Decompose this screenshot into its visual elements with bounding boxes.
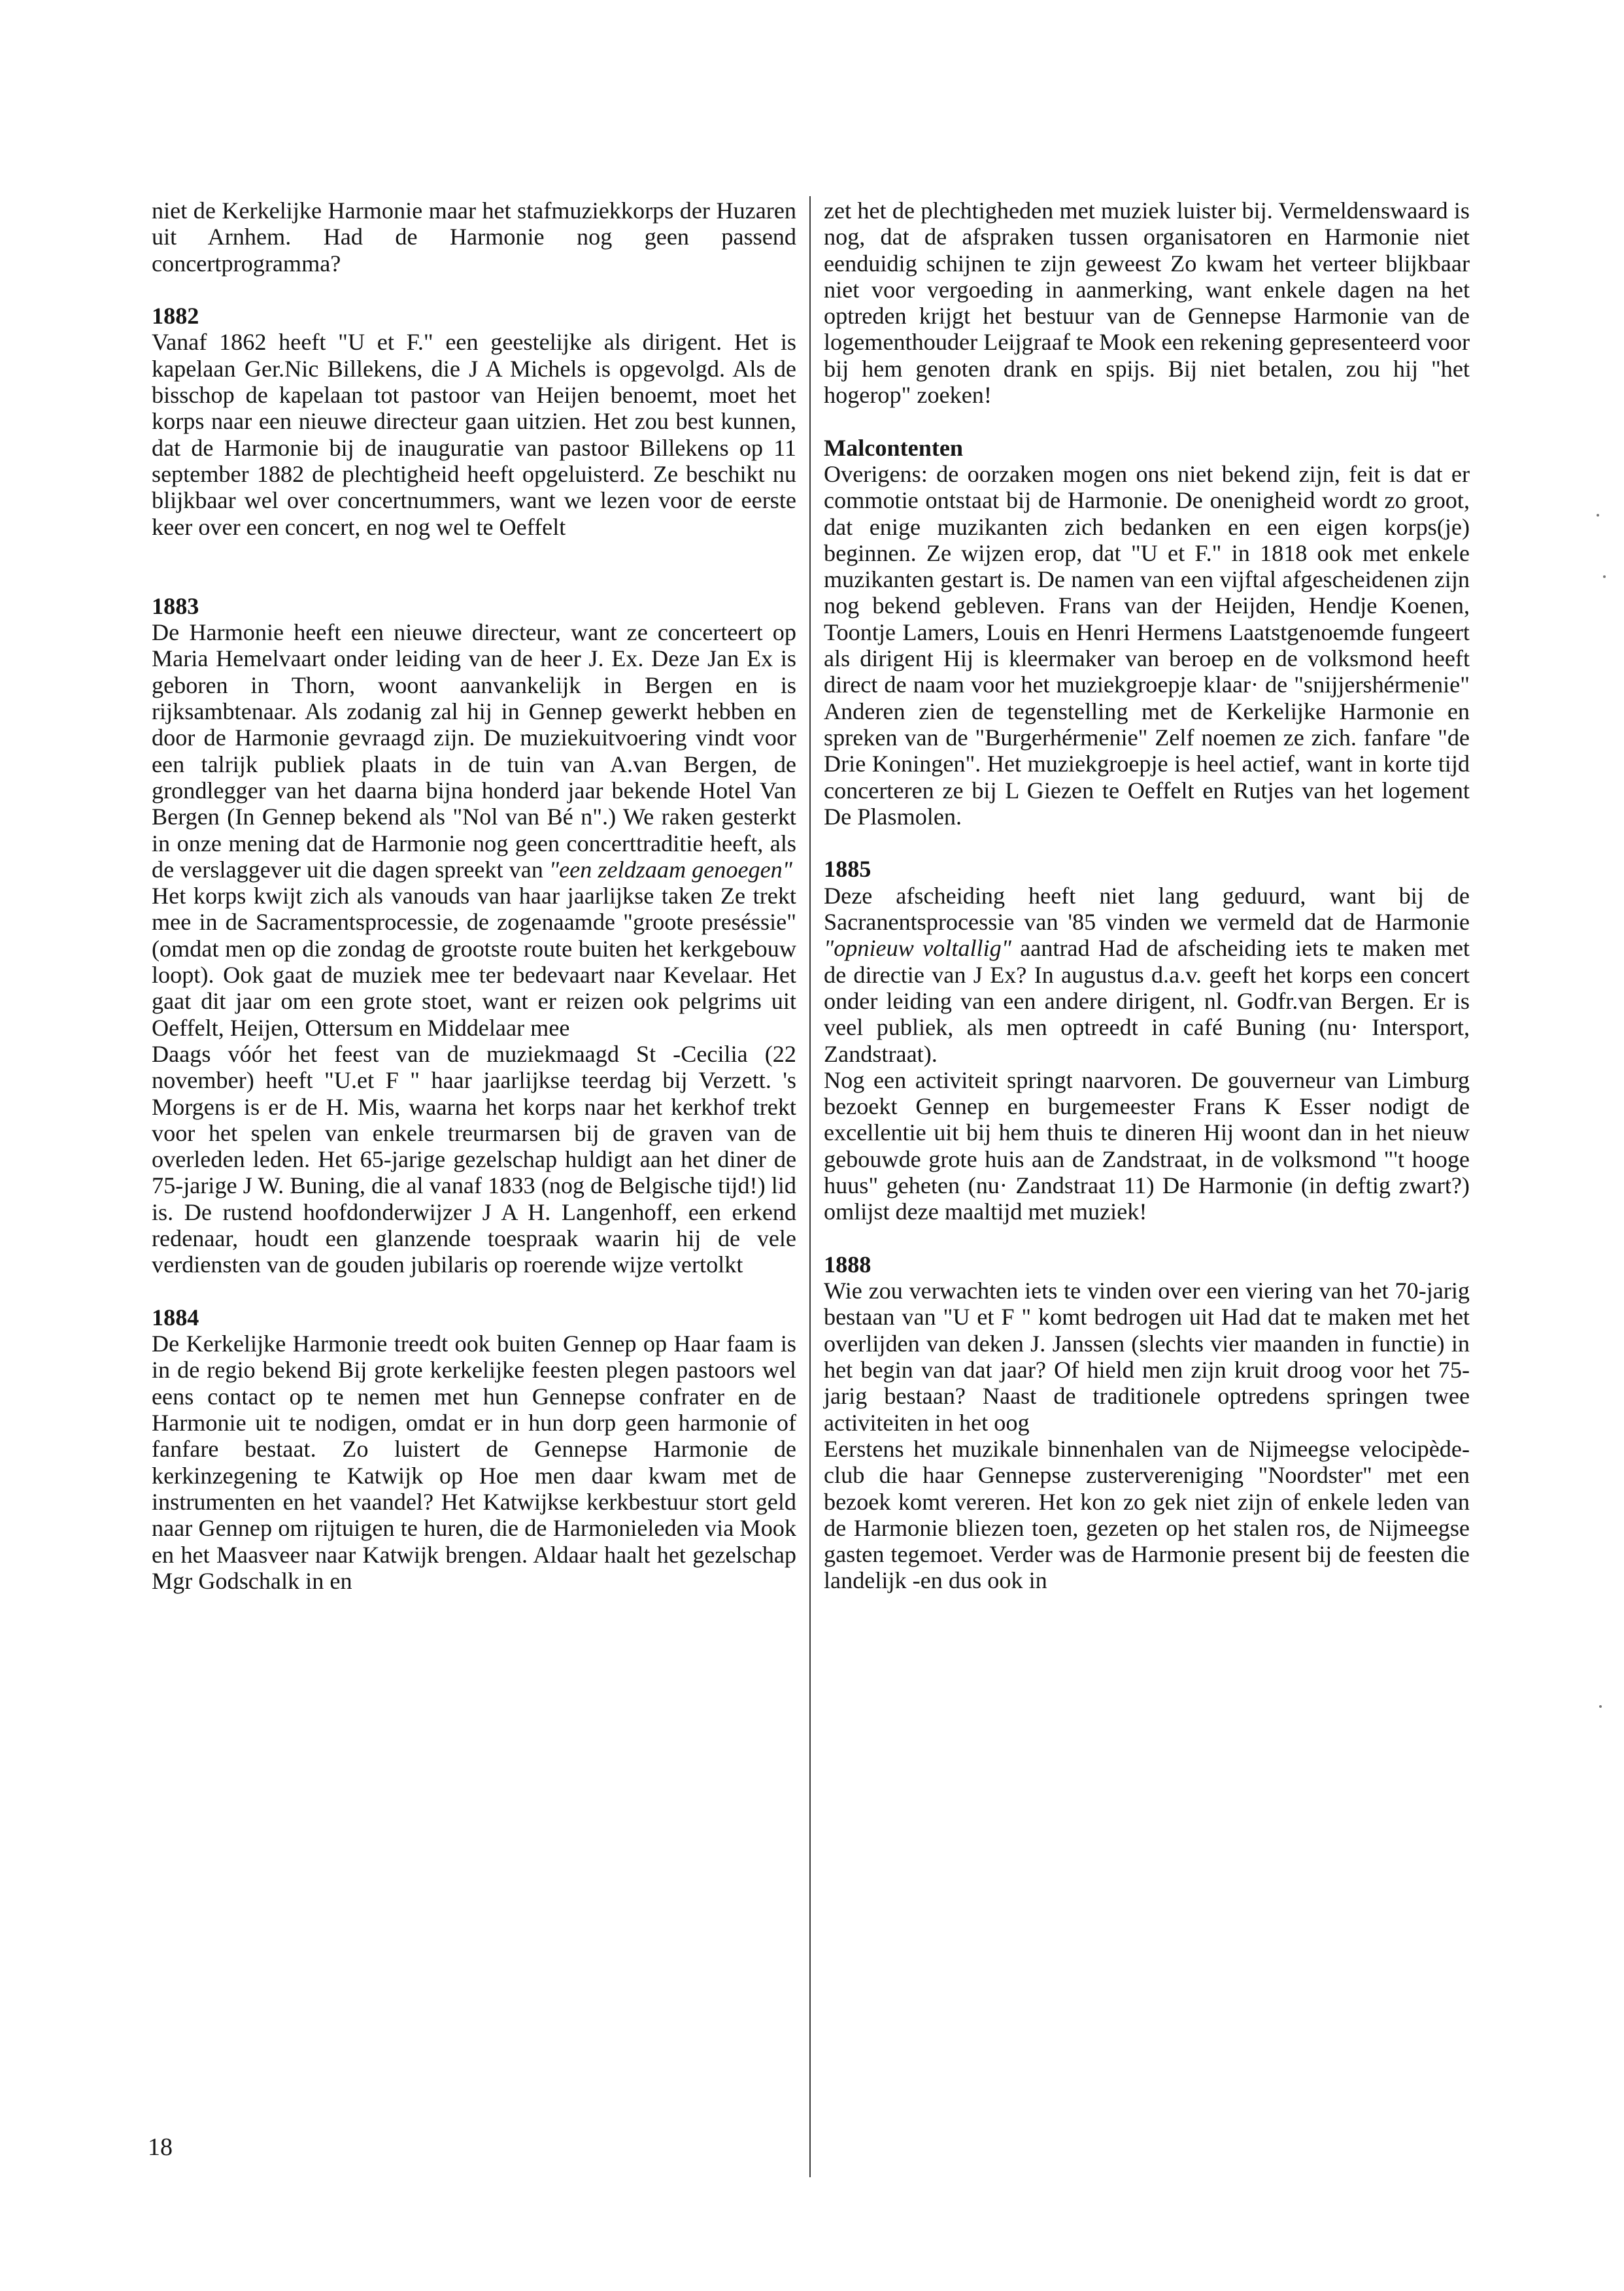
paragraph-1883-a-text: De Harmonie heeft een nieuwe directeur, want ze concerteert op Maria Hemelvaart onder leiding van de heer J. Ex. Deze Jan Ex is geboren in Thorn, woont aanvankelijk in Bergen en is rijksambtenaar. Als zodanig zal hij in Gennep gewerkt hebben en door de Harmonie gevraagd zijn. De muziekuitvoering vindt voor een talrijk publiek plaats in de tuin van A.van Bergen, de grondlegger van het daarna bijna honderd jaar bekende Hotel Van Bergen (In Gennep bekend als "Nol van Bé n".) We raken gesterkt in onze mening dat de Harmonie nog geen concerttraditie heeft, als de verslaggever uit die dagen spreekt van: [152, 619, 796, 883]
right-column: [824, 197, 1470, 1594]
scan-speck: [1603, 575, 1606, 578]
paragraph-1882: Vanaf 1862 heeft "U et F." een geestelijke als dirigent. Het is kapelaan Ger.Nic Billekens, die J A Michels is opgevolgd. Als de bisschop de kapelaan tot pastoor van Heijen benoemt, moet het korps naar een nieuwe directeur gaan uitzien. Het zou best kunnen, dat de Harmonie bij de inauguratie van pastoor Billekens op 11 september 1882 de plechtigheid heeft opgeluisterd. Ze beschikt nu blijkbaar wel over concertnummers, want we lezen voor de eerste keer over een concert, en nog wel te Oeffelt: [152, 329, 796, 540]
heading-1882: 1882: [152, 303, 199, 330]
heading-1885: 1885: [824, 856, 871, 883]
paragraph-1883-b: Het korps kwijt zich als vanouds van haar jaarlijkse taken Ze trekt mee in de Sacramentsprocessie, de zogenaamde "groote preséssie" (omdat men op die zondag de grootste route buiten het kerkgebouw loopt). Ook gaat de muziek mee ter bedevaart naar Kevelaar. Het gaat dit jaar om een grote stoet, want er reizen ook pelgrims uit Oeffelt, Heijen, Ottersum en Middelaar mee: [152, 883, 796, 1041]
paragraph-1884: De Kerkelijke Harmonie treedt ook buiten Gennep op Haar faam is in de regio bekend Bij grote kerkelijke feesten plegen pastoors wel eens contact op te nemen met hun Gennepse confrater en de Harmonie uit te nodigen, omdat er in hun dorp geen harmonie of fanfare bestaat. Zo luistert de Gennepse Harmonie de kerkinzegening te Katwijk op Hoe men daar kwam met de instrumenten en het vaandel? Het Katwijkse kerkbestuur stort geld naar Gennep om rijtuigen te huren, die de Harmonieleden via Mook en het Maasveer naar Katwijk brengen. Aldaar haalt het gezelschap Mgr Godschalk in en: [152, 1331, 796, 1594]
paragraph-1883-c: Daags vóór het feest van de muziekmaagd St -Cecilia (22 november) heeft "U.et F " haar jaarlijkse teerdag bij Verzett. 's Morgens is er de H. Mis, waarna het korps naar het kerkhof trekt voor het spelen van enkele treurmarsen bij de graven van de overleden leden. Het 65-jarige gezelschap huldigt aan het diner de 75-jarige J W. Buning, die al vanaf 1833 (nog de Belgische tijd!) lid is. De rustend hoofdonderwijzer J A H. Langenhoff, een erkend redenaar, houdt een glanzende toespraak waarin hij de vele verdiensten van de gouden jubilaris op roerende wijze vertolkt: [152, 1040, 796, 1278]
heading-1883: 1883: [152, 592, 199, 619]
heading-malcontenten: Malcontenten: [824, 434, 964, 461]
paragraph-1888-b: Eerstens het muzikale binnenhalen van de Nijmeegse velocipède-club die haar Gennepse zustervereniging "Noordster" met een bezoek komt vereren. Het kon zo gek niet zijn of enkele leden van de Harmonie bliezen toen, gezeten op het stalen ros, de Nijmeegse gasten tegemoet. Verder was de Harmonie present bij de feesten die landelijk -en dus ook in: [824, 1435, 1470, 1594]
paragraph-1885-a-post: aantrad Had de afscheiding iets te maken met de directie van J Ex? In augustus d.a.v. geeft het korps een concert onder leiding van een andere dirigent, nl. Godfr.van Bergen. Er is veel publiek, als men optreedt in café Buning (nu· Intersport, Zandstraat).: [824, 935, 1470, 1067]
scan-speck: [1599, 1705, 1602, 1708]
paragraph-1885-a-pre: Deze afscheiding heeft niet lang geduurd, want bij de Sacranentsprocessie van '85 vinden we vermeld dat de Harmonie: [824, 882, 1470, 936]
left-column: [152, 197, 796, 1594]
heading-1884: 1884: [152, 1304, 199, 1331]
paragraph-1883-a: [152, 619, 796, 883]
page-number: 18: [148, 2133, 173, 2161]
paragraph-malcontenten: Overigens: de oorzaken mogen ons niet bekend zijn, feit is dat er commotie ontstaat bij de Harmonie. De onenigheid wordt zo groot, dat enige muzikanten zich bedanken en een eigen korps(je) beginnen. Ze wijzen erop, dat "U et F." in 1818 ook met enkele muzikanten gestart is. De namen van een vijftal afgescheidenen zijn nog bekend gebleven. Frans van der Heijden, Hendje Koenen, Toontje Lamers, Louis en Henri Hermens Laatstgenoemde fungeert als dirigent Hij is kleermaker van beroep en de volksmond heeft direct de naam voor het muziekgroepje klaar· de "snijjershérmenie" Anderen zien de tegenstelling met de Kerkelijke Harmonie en spreken van de "Burgerhérmenie" Zelf noemen ze zich. fanfare "de Drie Koningen". Het muziekgroepje is heel actief, want in korte tijd concerteren ze bij L Giezen te Oeffelt en Rutjes van het logement De Plasmolen.: [824, 460, 1470, 830]
scan-speck: [1597, 514, 1599, 517]
paragraph-1885-a: [824, 883, 1470, 1067]
column-divider: [809, 196, 811, 2177]
heading-1888: 1888: [824, 1251, 871, 1278]
paragraph-1885-b: Nog een activiteit springt naarvoren. De gouverneur van Limburg bezoekt Gennep en burgemeester Frans K Esser nodigt de excellentie uit bij hem thuis te dineren Hij woont dan in het nieuw gebouwde grote huis aan de Zandstraat, in de volksmond "'t hooge huus" geheten (nu· Zandstraat 11) De Harmonie (in deftig zwart?) omlijst deze maaltijd met muziek!: [824, 1066, 1470, 1225]
paragraph-1885-a-quote: "opnieuw voltallig": [824, 935, 1011, 962]
paragraph-1888-a: Wie zou verwachten iets te vinden over een viering van het 70-jarig bestaan van "U et F " komt bedrogen uit Had dat te maken met het overlijden van deken J. Janssen (slechts vier maanden in functie) in het begin van dat jaar? Of hield men zijn kruit droog voor het 75-jarig bestaan? Naast de traditionele optredens springen twee activiteiten in het oog: [824, 1278, 1470, 1436]
paragraph-1883-a-quote: "een zeldzaam genoegen": [549, 856, 792, 883]
left-intro-paragraph: niet de Kerkelijke Harmonie maar het stafmuziekkorps der Huzaren uit Arnhem. Had de Harmonie nog geen passend concertprogramma?: [152, 197, 796, 277]
right-intro-paragraph: zet het de plechtigheden met muziek luister bij. Vermeldenswaard is nog, dat de afspraken tussen organisatoren en Harmonie niet eenduidig schijnen te zijn geweest Zo kwam het verteer blijkbaar niet voor vergoeding in aanmerking, want enkele dagen na het optreden krijgt het bestuur van de Gennepse Harmonie van de logementhouder Leijgraaf te Mook een rekening gepresenteerd voor bij hem genoten drank en spijs. Bij niet betalen, zou hij "het hogerop" zoeken!: [824, 197, 1470, 409]
